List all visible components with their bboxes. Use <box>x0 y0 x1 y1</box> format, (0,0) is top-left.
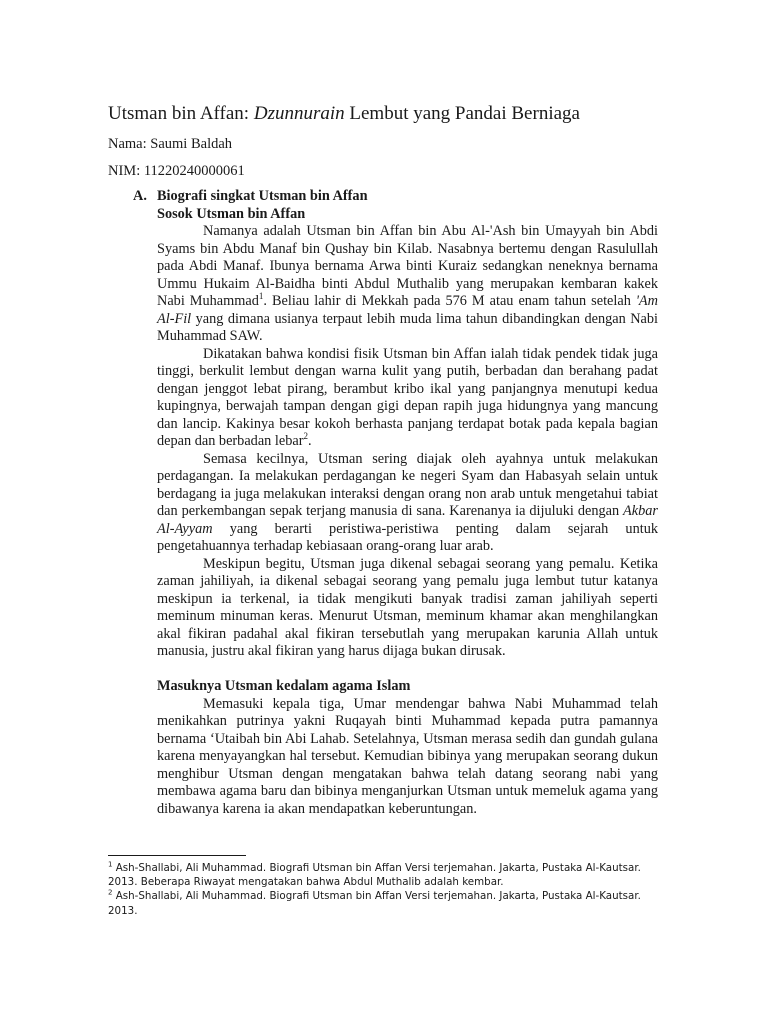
paragraph-5: Memasuki kepala tiga, Umar mendengar bahwa Nabi Muhammad telah menikahkan putrinya yakni Ruqayah binti Muhammad kepada putra pamannya bernama ‘Utaibah bin Abi Lahab. Setelahnya, Utsman merasa sedih dan gundah gulana karena menyayangkan hal tersebut. Kemudian bibinya yang merupakan seorang dukun menghibur Utsman dengan mengatakan bahwa telah datang seorang nabi yang membawa agama baru dan bibinya menganjurkan Utsman untuk memeluk agama yang dibawanya karena ia akan mendapatkan keberuntungan. <box>157 695 658 817</box>
footnote-1-number: 1 <box>108 860 113 869</box>
footnote-2-text: Ash-Shallabi, Ali Muhammad. Biografi Utsman bin Affan Versi terjemahan. Jakarta, Pustaka Al-Kautsar. 2013. <box>108 890 641 917</box>
document-title <box>108 102 580 126</box>
footnote-1-text: Ash-Shallabi, Ali Muhammad. Biografi Utsman bin Affan Versi terjemahan. Jakarta, Pustaka Al-Kautsar. 2013. Beberapa Riwayat mengatakan bahwa Abdul Muthalib adalah kembar. <box>108 862 641 889</box>
section-heading-text: Biografi singkat Utsman bin Affan <box>157 188 368 204</box>
subheading-masuknya: Masuknya Utsman kedalam agama Islam <box>157 678 411 694</box>
section-heading <box>133 188 658 206</box>
document-body <box>133 188 658 818</box>
paragraph-1-text-a: Namanya adalah Utsman bin Affan bin Abu Al-'Ash bin Umayyah bin Abdi Syams bin Abdu Manaf bin Qushay bin Kilab. Nasabnya bertemu dengan Rasulullah pada Abdi Manaf. Ibunya bernama Arwa binti Kuraiz sedangkan neneknya bernama Ummu Hukaim Al-Baidha binti Abdul Muthalib yang merupakan kembaran kakek Nabi Muhammad <box>157 223 658 309</box>
footnote-2 <box>108 889 668 917</box>
footnote-separator <box>108 855 246 856</box>
paragraph-gap <box>157 661 658 679</box>
section-letter: A. <box>133 188 147 204</box>
paragraph-3 <box>157 451 658 556</box>
paragraph-1 <box>157 223 658 346</box>
paragraph-3-italic: Akbar Al-Ayyam <box>157 503 658 537</box>
paragraph-1-text-c: yang dimana usianya terpaut lebih muda lima tahun dibandingkan dengan Nabi Muhammad SAW. <box>157 310 658 344</box>
footnote-ref-1: 1 <box>258 291 264 302</box>
title-italic: Dzunnurain <box>253 103 345 124</box>
title-rest: Lembut yang Pandai Berniaga <box>344 103 580 124</box>
paragraph-1-text-b: . Beliau lahir di Mekkah pada 576 M atau enam tahun setelah <box>263 293 636 309</box>
footnote-2-number: 2 <box>108 888 113 897</box>
student-id: NIM: 11220240000061 <box>108 163 245 179</box>
paragraph-2-text-a: Dikatakan bahwa kondisi fisik Utsman bin Affan ialah tidak pendek tidak juga tinggi, berkulit lembut dengan warna kulit yang putih, berbadan dan berahang padat dengan jenggot lebat pirang, berambut kribo ikal yang panjangnya menutupi kedua kupingnya, berwajah tampan dengan gigi depan rapih juga hidungnya yang mancung dan lancip. Kakinya besar kokoh berhasta panjang terdapat botak pada kepala bagian depan dan berbadan lebar <box>157 345 658 449</box>
footnote-1 <box>108 861 668 889</box>
paragraph-1-italic: 'Am Al-Fil <box>157 293 658 327</box>
paragraph-3-text-b: yang berarti peristiwa-peristiwa penting dalam sejarah untuk pengetahuannya terhadap kebiasaan orang-orang luar arab. <box>157 520 658 554</box>
paragraph-4: Meskipun begitu, Utsman juga dikenal sebagai seorang yang pemalu. Ketika zaman jahiliyah, ia dikenal sebagai seorang yang pemalu juga lembut tutur katanya meskipun ia terkenal, ia tidak mengikuti banyak tradisi zaman jahiliyah seperti meminum minuman keras. Menurut Utsman, meminum khamar akan menghilangkan akal fikiran padahal akal fikiran tersebutlah yang merupakan karunia Allah untuk manusia, justru akal fikiran yang harus dijaga bukan dirusak. <box>157 555 658 659</box>
footnote-ref-2: 2 <box>303 431 308 442</box>
paragraph-3-text-a: Semasa kecilnya, Utsman sering diajak oleh ayahnya untuk melakukan perdagangan. Ia melakukan perdagangan ke negeri Syam dan Habasyah selain untuk berdagang ia juga melakukan interaksi dengan orang non arab untuk mengetahui tabiat dan perkembangan sepak terjang manusia di sana. Karenanya ia dijuluki dengan <box>157 450 658 519</box>
paragraph-2-text-b: . <box>307 433 312 449</box>
subheading-sosok: Sosok Utsman bin Affan <box>157 205 306 222</box>
footnotes <box>108 861 668 918</box>
title-plain: Utsman bin Affan: <box>108 103 254 124</box>
paragraph-2 <box>157 346 658 451</box>
author-name: Nama: Saumi Baldah <box>108 136 233 152</box>
